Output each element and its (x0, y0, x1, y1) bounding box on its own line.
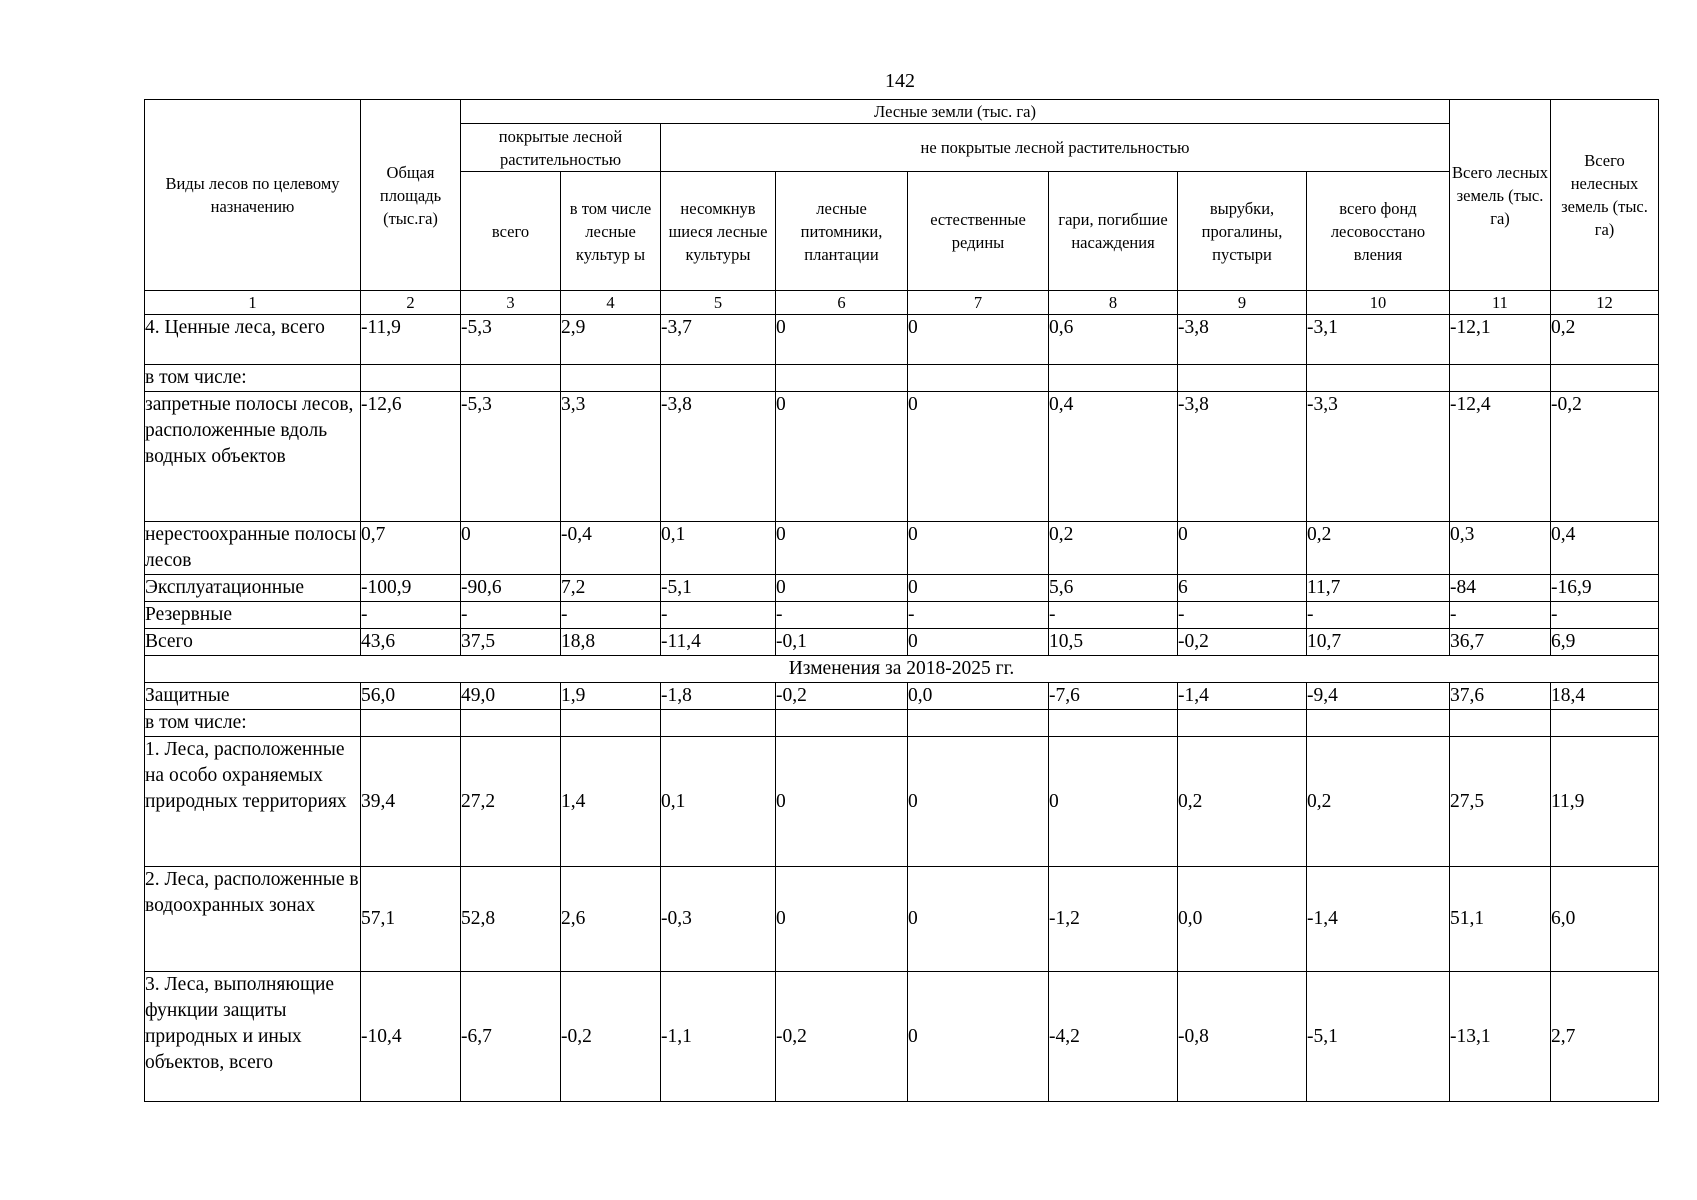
column-number: 11 (1450, 291, 1551, 315)
table-row (145, 602, 1659, 629)
table-cell: -90,6 (461, 575, 561, 602)
table-cell: 2,6 (561, 867, 661, 972)
table-cell: 3,3 (561, 392, 661, 522)
table-cell: -5,1 (661, 575, 776, 602)
column-number: 10 (1307, 291, 1450, 315)
header-col-cultures: в том числе лесные культур ы (561, 172, 661, 291)
table-cell: -0,2 (1551, 392, 1659, 522)
table-cell: 0 (776, 867, 908, 972)
table-cell: 2,7 (1551, 972, 1659, 1102)
table-row (145, 315, 1659, 365)
table-cell: 6 (1178, 575, 1307, 602)
table-cell: 51,1 (1450, 867, 1551, 972)
table-cell: 2,9 (561, 315, 661, 365)
table-cell (661, 710, 776, 737)
table-cell: 37,6 (1450, 683, 1551, 710)
header-col-burns: гари, погибшие насаждения (1049, 172, 1178, 291)
table-cell: -1,4 (1307, 867, 1450, 972)
table-cell: - (776, 602, 908, 629)
table-cell: -11,9 (361, 315, 461, 365)
header-col-natural: естественные редины (908, 172, 1049, 291)
column-number: 1 (145, 291, 361, 315)
column-number: 5 (661, 291, 776, 315)
table-cell (561, 710, 661, 737)
table-row (145, 629, 1659, 656)
table-cell: 1,9 (561, 683, 661, 710)
table-cell: 0,7 (361, 522, 461, 575)
table-cell: 6,9 (1551, 629, 1659, 656)
table-cell: 0 (908, 629, 1049, 656)
column-number: 9 (1178, 291, 1307, 315)
table-cell: -0,1 (776, 629, 908, 656)
row-label: в том числе: (145, 710, 361, 737)
table-cell: -3,7 (661, 315, 776, 365)
table-cell (361, 710, 461, 737)
table-cell: -4,2 (1049, 972, 1178, 1102)
table-cell: 10,7 (1307, 629, 1450, 656)
table-cell: -5,3 (461, 315, 561, 365)
table-cell: -0,4 (561, 522, 661, 575)
header-covered: покрытые лесной растительностью (461, 124, 661, 172)
table-cell (461, 710, 561, 737)
row-label: 4. Ценные леса, всего (145, 315, 361, 365)
table-cell: 39,4 (361, 737, 461, 867)
column-number: 6 (776, 291, 908, 315)
row-label: Резервные (145, 602, 361, 629)
table-cell (908, 710, 1049, 737)
table-cell: -11,4 (661, 629, 776, 656)
column-number: 12 (1551, 291, 1659, 315)
row-label: в том числе: (145, 365, 361, 392)
table-cell (1178, 710, 1307, 737)
table-cell: -6,7 (461, 972, 561, 1102)
table-cell: 0 (776, 575, 908, 602)
row-label: Защитные (145, 683, 361, 710)
table-cell: 0,2 (1307, 737, 1450, 867)
section-title: Изменения за 2018-2025 гг. (145, 656, 1659, 683)
header-col-total-forest: Всего лесных земель (тыс. га) (1450, 100, 1551, 291)
table-cell: -12,1 (1450, 315, 1551, 365)
table-cell: 0,6 (1049, 315, 1178, 365)
table-row (145, 972, 1659, 1102)
table-cell: 27,2 (461, 737, 561, 867)
table-cell: 0,0 (908, 683, 1049, 710)
table-cell: -1,8 (661, 683, 776, 710)
table-cell: 0 (776, 522, 908, 575)
table-cell: 57,1 (361, 867, 461, 972)
table-cell: 0,2 (1551, 315, 1659, 365)
table-cell: 0,2 (1178, 737, 1307, 867)
table-cell: 37,5 (461, 629, 561, 656)
table-cell (1551, 710, 1659, 737)
header-not-covered: не покрытые лесной растительностью (661, 124, 1450, 172)
table-cell (908, 365, 1049, 392)
table-cell (1307, 365, 1450, 392)
table-cell: - (1049, 602, 1178, 629)
row-label: Эксплуатационные (145, 575, 361, 602)
table-header (145, 100, 1659, 315)
table-cell: -12,6 (361, 392, 461, 522)
table-cell: -0,2 (776, 972, 908, 1102)
table-cell: 43,6 (361, 629, 461, 656)
table-cell: -100,9 (361, 575, 461, 602)
table-cell: - (1307, 602, 1450, 629)
table-cell: 11,9 (1551, 737, 1659, 867)
table-cell: -0,2 (776, 683, 908, 710)
table-row (145, 365, 1659, 392)
table-cell: - (461, 602, 561, 629)
table-cell (561, 365, 661, 392)
table-row (145, 683, 1659, 710)
table-cell: 10,5 (1049, 629, 1178, 656)
table-body (145, 315, 1659, 1102)
header-col-types: Виды лесов по целевому назначению (145, 100, 361, 291)
table-cell: -1,4 (1178, 683, 1307, 710)
table-cell: - (361, 602, 461, 629)
table-cell: 0,2 (1307, 522, 1450, 575)
table-row (145, 392, 1659, 522)
table-cell (776, 710, 908, 737)
table-cell: -3,3 (1307, 392, 1450, 522)
table-cell (1178, 365, 1307, 392)
column-number: 4 (561, 291, 661, 315)
table-cell: - (561, 602, 661, 629)
table-cell: 0,0 (1178, 867, 1307, 972)
header-col-unclosed: несомкнув шиеся лесные культуры (661, 172, 776, 291)
column-number: 7 (908, 291, 1049, 315)
table-cell: -12,4 (1450, 392, 1551, 522)
row-label: запретные полосы лесов, расположенные вдоль водных объектов (145, 392, 361, 522)
table-cell: 0 (908, 867, 1049, 972)
table-cell: - (1178, 602, 1307, 629)
table-cell (1307, 710, 1450, 737)
table-cell: 7,2 (561, 575, 661, 602)
table-cell: 0 (776, 392, 908, 522)
page-number: 142 (885, 70, 915, 92)
table-cell: -16,9 (1551, 575, 1659, 602)
table-cell: 0,1 (661, 737, 776, 867)
table-cell: 11,7 (1307, 575, 1450, 602)
table-cell: -0,2 (561, 972, 661, 1102)
table-cell: 0 (908, 737, 1049, 867)
header-col-cuttings: вырубки, прогалины, пустыри (1178, 172, 1307, 291)
table-cell: 0 (461, 522, 561, 575)
row-label: 1. Леса, расположенные на особо охраняемых природных территориях (145, 737, 361, 867)
table-cell (1049, 365, 1178, 392)
table-cell: 0 (908, 575, 1049, 602)
table-cell: 0 (1178, 522, 1307, 575)
table-cell: 0 (776, 737, 908, 867)
table-cell: -9,4 (1307, 683, 1450, 710)
table-cell: -1,2 (1049, 867, 1178, 972)
table-cell: 18,8 (561, 629, 661, 656)
table-cell: 18,4 (1551, 683, 1659, 710)
table-cell: 5,6 (1049, 575, 1178, 602)
table-cell: 0,1 (661, 522, 776, 575)
table-cell: 0 (1049, 737, 1178, 867)
table-cell: 0 (908, 315, 1049, 365)
table-cell: 0 (908, 972, 1049, 1102)
table-cell (461, 365, 561, 392)
table-cell: -3,8 (1178, 392, 1307, 522)
table-cell: -1,1 (661, 972, 776, 1102)
row-label: Всего (145, 629, 361, 656)
table-cell: -3,8 (661, 392, 776, 522)
table-cell: 0,2 (1049, 522, 1178, 575)
table-cell: - (908, 602, 1049, 629)
table-cell: 49,0 (461, 683, 561, 710)
table-cell: - (1551, 602, 1659, 629)
header-forest-lands: Лесные земли (тыс. га) (461, 100, 1450, 124)
header-col-total-area: Общая площадь (тыс.га) (361, 100, 461, 291)
header-col-all: всего (461, 172, 561, 291)
column-number-row (145, 291, 1659, 315)
table-cell (1049, 710, 1178, 737)
table-cell: 0,4 (1049, 392, 1178, 522)
table-cell: - (661, 602, 776, 629)
table-cell: -0,3 (661, 867, 776, 972)
header-col-nurseries: лесные питомники, плантации (776, 172, 908, 291)
table-cell: -84 (1450, 575, 1551, 602)
table-cell: 52,8 (461, 867, 561, 972)
header-col-total-nonforest: Всего нелесных земель (тыс. га) (1551, 100, 1659, 291)
table-row (145, 710, 1659, 737)
row-label: 3. Леса, выполняющие функции защиты природных и иных объектов, всего (145, 972, 361, 1102)
table-row (145, 575, 1659, 602)
table-cell: 1,4 (561, 737, 661, 867)
table-cell: 36,7 (1450, 629, 1551, 656)
forest-data-table (144, 99, 1659, 1102)
table-cell: -13,1 (1450, 972, 1551, 1102)
table-cell: 0 (776, 315, 908, 365)
row-label: 2. Леса, расположенные в водоохранных зонах (145, 867, 361, 972)
table-cell: -5,3 (461, 392, 561, 522)
table-cell: 27,5 (1450, 737, 1551, 867)
table-cell: -0,8 (1178, 972, 1307, 1102)
table-cell: -3,1 (1307, 315, 1450, 365)
table-cell: -3,8 (1178, 315, 1307, 365)
column-number: 2 (361, 291, 461, 315)
table-cell: 56,0 (361, 683, 461, 710)
table-cell: -10,4 (361, 972, 461, 1102)
column-number: 8 (1049, 291, 1178, 315)
table-row (145, 867, 1659, 972)
table-cell: 6,0 (1551, 867, 1659, 972)
row-label: нерестоохранные полосы лесов (145, 522, 361, 575)
table-cell: 0 (908, 522, 1049, 575)
table-cell: 0,4 (1551, 522, 1659, 575)
table-cell (776, 365, 908, 392)
table-cell (361, 365, 461, 392)
table-row (145, 522, 1659, 575)
table-cell (1450, 710, 1551, 737)
table-cell: -7,6 (1049, 683, 1178, 710)
header-col-reforestation: всего фонд лесовосстано вления (1307, 172, 1450, 291)
table-cell: -0,2 (1178, 629, 1307, 656)
table-cell (1551, 365, 1659, 392)
table-cell: 0,3 (1450, 522, 1551, 575)
table-cell: 0 (908, 392, 1049, 522)
table-cell (661, 365, 776, 392)
table-cell (1450, 365, 1551, 392)
section-row (145, 656, 1659, 683)
table-cell: - (1450, 602, 1551, 629)
table-cell: -5,1 (1307, 972, 1450, 1102)
column-number: 3 (461, 291, 561, 315)
table-row (145, 737, 1659, 867)
